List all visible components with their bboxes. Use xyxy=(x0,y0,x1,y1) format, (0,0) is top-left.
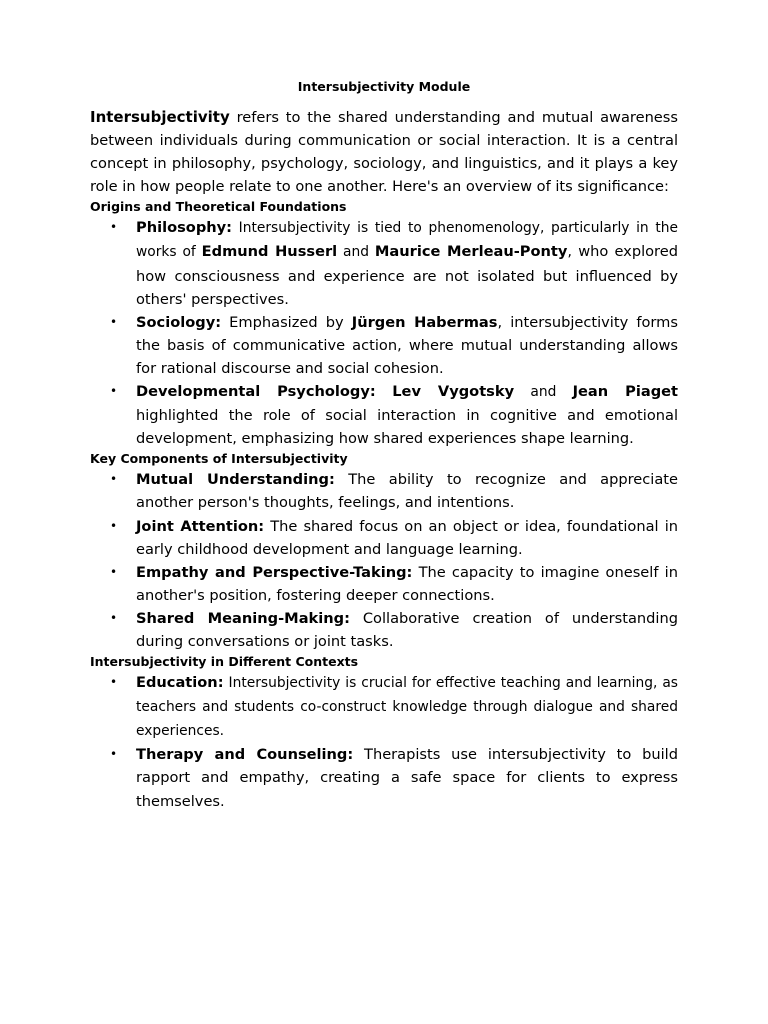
intro-paragraph xyxy=(90,106,678,198)
components-list xyxy=(90,468,678,653)
list-item-philosophy xyxy=(90,216,678,310)
bullet-icon: • xyxy=(110,384,118,399)
item-label: Joint Attention: xyxy=(136,517,265,535)
item-label: Therapy and Counseling: xyxy=(136,746,354,764)
document-title: Intersubjectivity Module xyxy=(297,79,471,94)
bullet-icon: • xyxy=(110,314,118,329)
bullet-icon: • xyxy=(110,564,118,579)
item-text: Intersubjectivity is tied to phenomenology, particularly in the works of xyxy=(136,220,678,261)
item-label: Sociology: xyxy=(136,313,222,331)
bullet-icon: • xyxy=(110,610,118,625)
bullet-icon: • xyxy=(110,675,118,690)
item-text: The capacity to imagine oneself in another's position, fostering deeper connections. xyxy=(136,563,678,604)
item-text: , intersubjectivity forms the basis of communicative action, where mutual understanding allows for rational discourse and social cohesion. xyxy=(136,313,678,377)
list-item-joint-attention xyxy=(90,515,678,561)
item-text: Therapists use intersubjectivity to build rapport and empathy, creating a safe space for clients to express themselves. xyxy=(136,746,678,810)
list-item-empathy xyxy=(90,561,678,607)
list-item-developmental-psychology xyxy=(90,380,678,450)
intro-text: refers to the shared understanding and mutual awareness between individuals during communication or social interaction. It is a central concept in philosophy, psychology, sociology, and linguistics, and it plays a key role in how people relate to one another. Here's an overview of its significance: xyxy=(90,109,678,196)
bullet-icon: • xyxy=(110,472,118,487)
list-item-mutual-understanding xyxy=(90,468,678,514)
item-label: Shared Meaning-Making: xyxy=(136,609,350,627)
list-item-education xyxy=(90,671,678,743)
item-label: Empathy and Perspective-Taking: xyxy=(136,563,413,581)
bullet-icon: • xyxy=(110,518,118,533)
item-text: and xyxy=(514,384,573,401)
item-text: Collaborative creation of understanding during conversations or joint tasks. xyxy=(136,609,678,650)
item-label: Philosophy: xyxy=(136,219,233,237)
person-name: Maurice Merleau-Ponty xyxy=(374,243,568,261)
item-text: highlighted the role of social interaction in cognitive and emotional development, emphasizing how shared experiences shape learning. xyxy=(136,407,678,448)
contexts-list xyxy=(90,671,678,813)
item-text: Intersubjectivity is crucial for effective teaching and learning, as teachers and students co-construct knowledge through dialogue and shared experiences. xyxy=(136,675,678,740)
item-text: Emphasized by xyxy=(221,313,352,331)
item-text xyxy=(376,383,393,400)
list-item-shared-meaning-making xyxy=(90,607,678,653)
origins-list xyxy=(90,216,678,450)
item-label: Developmental Psychology: xyxy=(136,383,376,401)
person-name: Edmund Husserl xyxy=(201,243,338,261)
item-text: , who explored how consciousness and experience are not isolated but influenced by others' perspectives. xyxy=(136,243,678,308)
item-label: Education: xyxy=(136,674,224,692)
item-text: The shared focus on an object or idea, foundational in early childhood development and language learning. xyxy=(136,517,678,558)
bullet-icon: • xyxy=(110,220,118,235)
person-name: Jürgen Habermas xyxy=(351,313,498,331)
person-name: Lev Vygotsky xyxy=(392,383,515,401)
intro-term: Intersubjectivity xyxy=(90,108,230,126)
section-heading-contexts: Intersubjectivity in Different Contexts xyxy=(90,654,359,670)
list-item-therapy xyxy=(90,743,678,812)
item-text: and xyxy=(337,244,375,261)
person-name: Jean Piaget xyxy=(572,383,679,401)
bullet-icon: • xyxy=(110,747,118,762)
section-heading-origins: Origins and Theoretical Foundations xyxy=(90,199,347,215)
list-item-sociology xyxy=(90,311,678,380)
item-label: Mutual Understanding: xyxy=(136,471,335,489)
item-text: The ability to recognize and appreciate another person's thoughts, feelings, and intentions. xyxy=(136,471,678,512)
section-heading-key-components: Key Components of Intersubjectivity xyxy=(90,451,348,467)
